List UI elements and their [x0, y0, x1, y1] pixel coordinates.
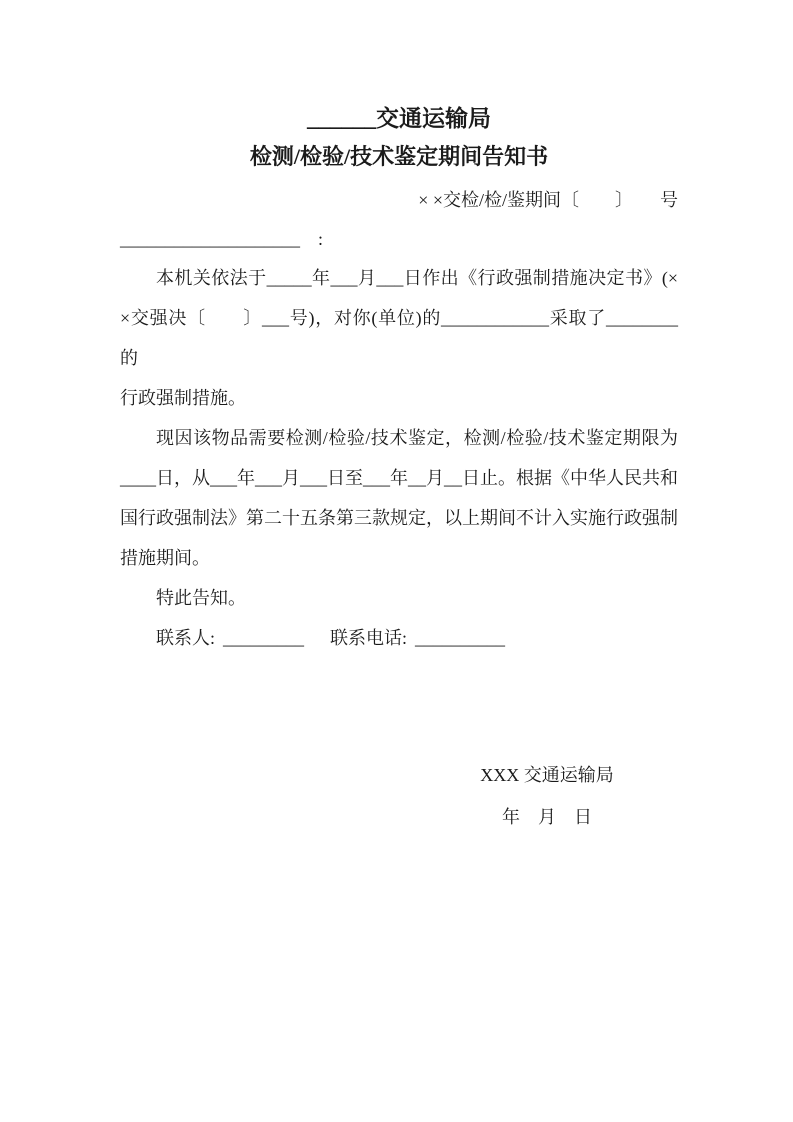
body-line: 行政强制措施。 — [120, 388, 246, 408]
addressee-blank-line: ____________________ : — [120, 229, 324, 249]
contact-line — [120, 618, 678, 658]
body-line: 措施期间。 — [120, 548, 210, 568]
signature-block — [442, 754, 652, 838]
body-line: 本机关依法于_____年___月___日作出《行政强制措施决定书》(× — [156, 268, 678, 288]
closing-line: 特此告知。 — [156, 588, 246, 608]
body-line: 现因该物品需要检测/检验/技术鉴定，检测/检验/技术鉴定期限为 — [156, 428, 678, 448]
body-line: ×交强决〔 〕___号)，对你(单位)的____________采取了________的 — [120, 308, 678, 368]
document-number: × ×交检/检/鉴期间〔 〕 号 — [418, 190, 678, 210]
contact-person-label: 联系人: — [156, 628, 216, 648]
agency-blank-underline: ______ — [307, 106, 376, 131]
paragraph-decision — [120, 258, 678, 418]
signature-date: 年 月 日 — [502, 807, 592, 827]
paragraph-appraisal-period — [120, 418, 678, 578]
document-title: 检测/检验/技术鉴定期间告知书 — [249, 144, 549, 169]
agency-title-line — [120, 100, 678, 138]
contact-phone-label: 联系电话: — [330, 628, 408, 648]
signature-agency: XXX 交通运输局 — [480, 765, 614, 785]
agency-name: 交通运输局 — [376, 106, 491, 131]
body-line: 国行政强制法》第二十五条第三款规定，以上期间不计入实施行政强制 — [120, 508, 678, 528]
body-line: ____日，从___年___月___日至___年__月__日止。根据《中华人民共和 — [120, 468, 678, 488]
contact-person-blank: _________ — [223, 628, 305, 648]
contact-phone-blank: __________ — [415, 628, 506, 648]
